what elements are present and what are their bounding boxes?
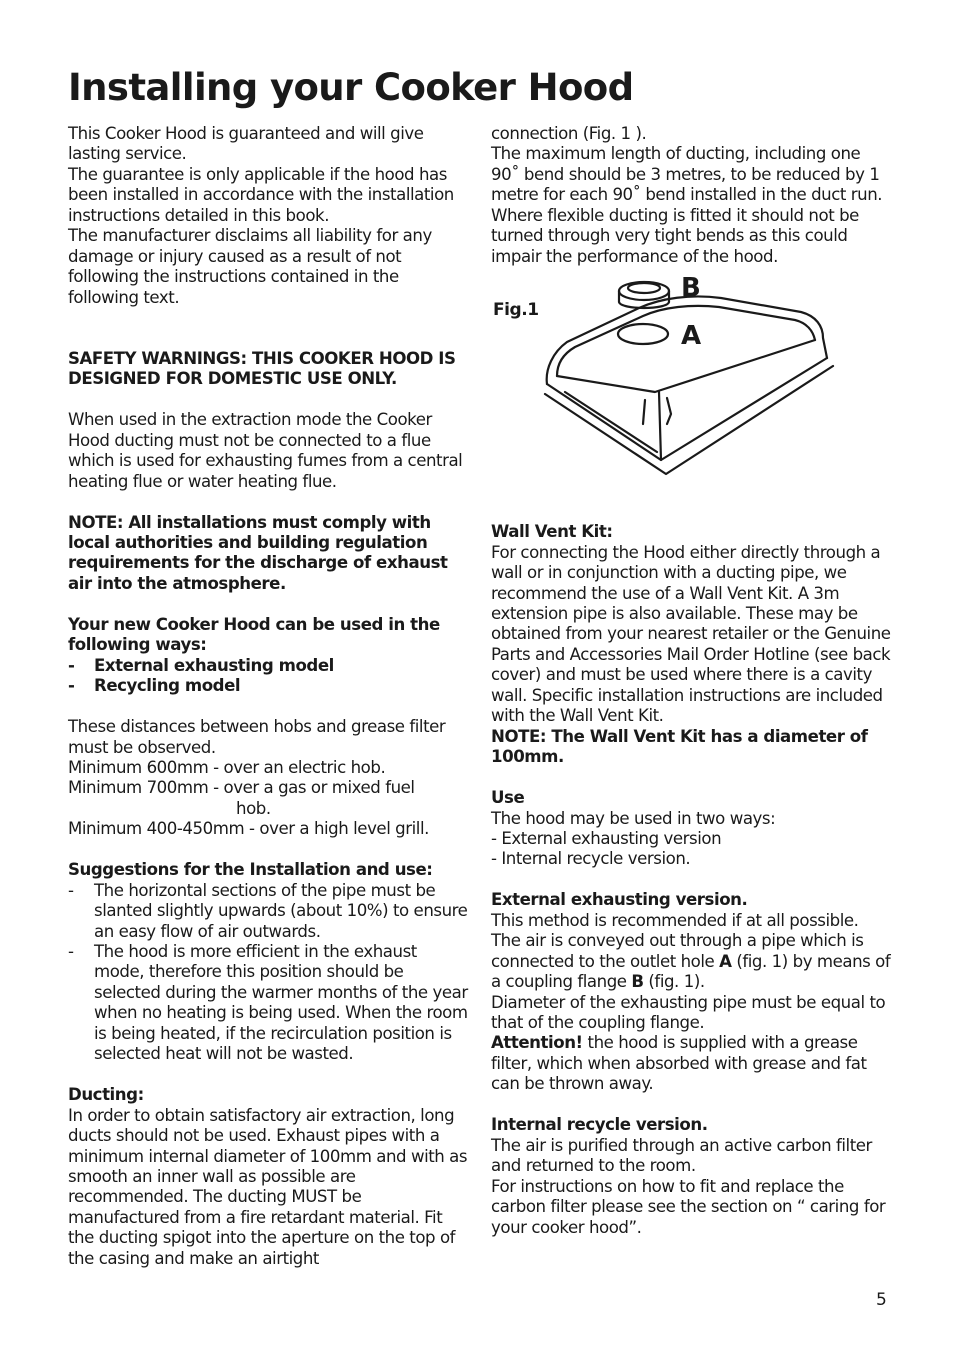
wall-vent-paragraph: For connecting the Hood either directly through a wall or in conjunction with a ducting pipe, we recommend the use of a Wall Vent Kit. A 3m extension pipe is also available. These may be obtained from your nearest retailer or the Genuine Parts and Accessories Mail Order Hotline (see back cover) and must be used where there is a cavity wall. Specific installation instructions are included with the Wall Vent Kit.	[491, 542, 891, 726]
ducting-continued: connection (Fig. 1 ).	[491, 124, 647, 143]
safety-heading: DESIGNED FOR DOMESTIC USE ONLY.	[68, 369, 397, 389]
cooker-hood-illustration	[531, 274, 851, 502]
callout-b: B	[681, 274, 701, 304]
internal-line: The air is purified through an active carbon filter and returned to the room.	[491, 1135, 872, 1176]
hood-outline	[547, 358, 827, 460]
wall-vent-note: NOTE: The Wall Vent Kit has a diameter of 100mm.	[491, 726, 868, 767]
external-paragraph: This method is recommended if at all possible. The air is conveyed out through a pipe which is connected to the outlet hole A (fig. 1) by means of a coupling flange B (fig. 1).	[491, 910, 891, 992]
ways-heading: Your new Cooker Hood can be used in the following ways:	[68, 614, 440, 655]
use-line: The hood may be used in two ways:	[491, 808, 776, 828]
distances-line: Minimum 600mm - over an electric hob.	[68, 757, 386, 777]
ducting-paragraph: In order to obtain satisfactory air extraction, long ducts should not be used. Exhaust pipes with a minimum internal diameter of 100mm and with as smooth an inner wall as possible are recommended. The ducting MUST be manufactured from a fire retardant material. Fit the ducting spigot into the aperture on the top of the casing and make an airtight	[68, 1105, 468, 1268]
list-item: - Recycling model	[68, 676, 241, 696]
attention-paragraph: Attention! the hood is supplied with a grease filter, which when absorbed with grease and fat can be thrown away.	[491, 1033, 867, 1094]
distances-line: These distances between hobs and grease filter must be observed.	[68, 717, 446, 757]
extraction-paragraph: When used in the extraction mode the Cooker Hood ducting must not be connected to a flue which is used for exhausting fumes from a central heating flue or water heating flue.	[68, 410, 463, 491]
left-column	[68, 124, 470, 1269]
distances-line: Minimum 700mm - over a gas or mixed fuel	[68, 778, 415, 798]
intro-line: This Cooker Hood is guaranteed and will give lasting service.	[68, 124, 424, 164]
coupling-flange	[628, 283, 660, 293]
list-item: - External exhausting model	[68, 655, 334, 675]
intro-line: The guarantee is only applicable if the hood has been installed in accordance with the installation instructions detailed in this book.	[68, 164, 454, 225]
use-line: - Internal recycle version.	[491, 849, 691, 869]
page-number: 5	[876, 1290, 887, 1310]
distances-line: hob.	[236, 798, 271, 818]
intro-line: The manufacturer disclaims all liability for any damage or injury caused as a result of not following the instructions contained in the following text.	[68, 226, 432, 307]
page-title: Installing your Cooker Hood	[68, 66, 634, 109]
outlet-hole	[618, 324, 668, 344]
wall-vent-heading: Wall Vent Kit:	[491, 522, 613, 542]
hood-outline	[659, 392, 661, 460]
hood-outline	[643, 400, 645, 424]
external-paragraph: Diameter of the exhausting pipe must be equal to that of the coupling flange.	[491, 992, 886, 1033]
hood-outline	[667, 398, 671, 424]
figure-label: Fig.1	[493, 300, 539, 321]
external-heading: External exhausting version.	[491, 890, 748, 910]
callout-a: A	[681, 321, 701, 352]
internal-line: For instructions on how to fit and replace the carbon filter please see the section on “ caring for your cooker hood”.	[491, 1176, 886, 1237]
ducting-heading: Ducting:	[68, 1085, 144, 1105]
list-item: - The hood is more efficient in the exhaust mode, therefore this position should be selected during the warmer months of the year when no heating is being used. When the room is being heated, if the recirculation position is selected heat will not be wasted.	[68, 942, 468, 1064]
ducting-continued: The maximum length of ducting, including one 90˚ bend should be 3 metres, to be reduced by 1 metre for each 90˚ bend installed in the duct run.	[491, 144, 883, 205]
figure-1	[491, 274, 891, 522]
note-paragraph: NOTE: All installations must comply with local authorities and building regulation requirements for the discharge of exhaust air into the atmosphere.	[68, 512, 448, 593]
use-heading: Use	[491, 788, 525, 808]
distances-line: Minimum 400-450mm - over a high level grill.	[68, 819, 429, 839]
ducting-continued: Where flexible ducting is fitted it should not be turned through very tight bends as this could impair the performance of the hood.	[491, 205, 859, 266]
safety-heading: SAFETY WARNINGS: THIS COOKER HOOD IS	[68, 348, 456, 368]
coupling-flange	[619, 282, 669, 300]
use-line: - External exhausting version	[491, 828, 722, 848]
internal-heading: Internal recycle version.	[491, 1115, 708, 1135]
right-column	[491, 124, 891, 1238]
suggestions-heading: Suggestions for the Installation and use:	[68, 860, 433, 880]
list-item: - The horizontal sections of the pipe must be slanted slightly upwards (about 10%) to ensure an easy flow of air outwards.	[68, 880, 468, 941]
